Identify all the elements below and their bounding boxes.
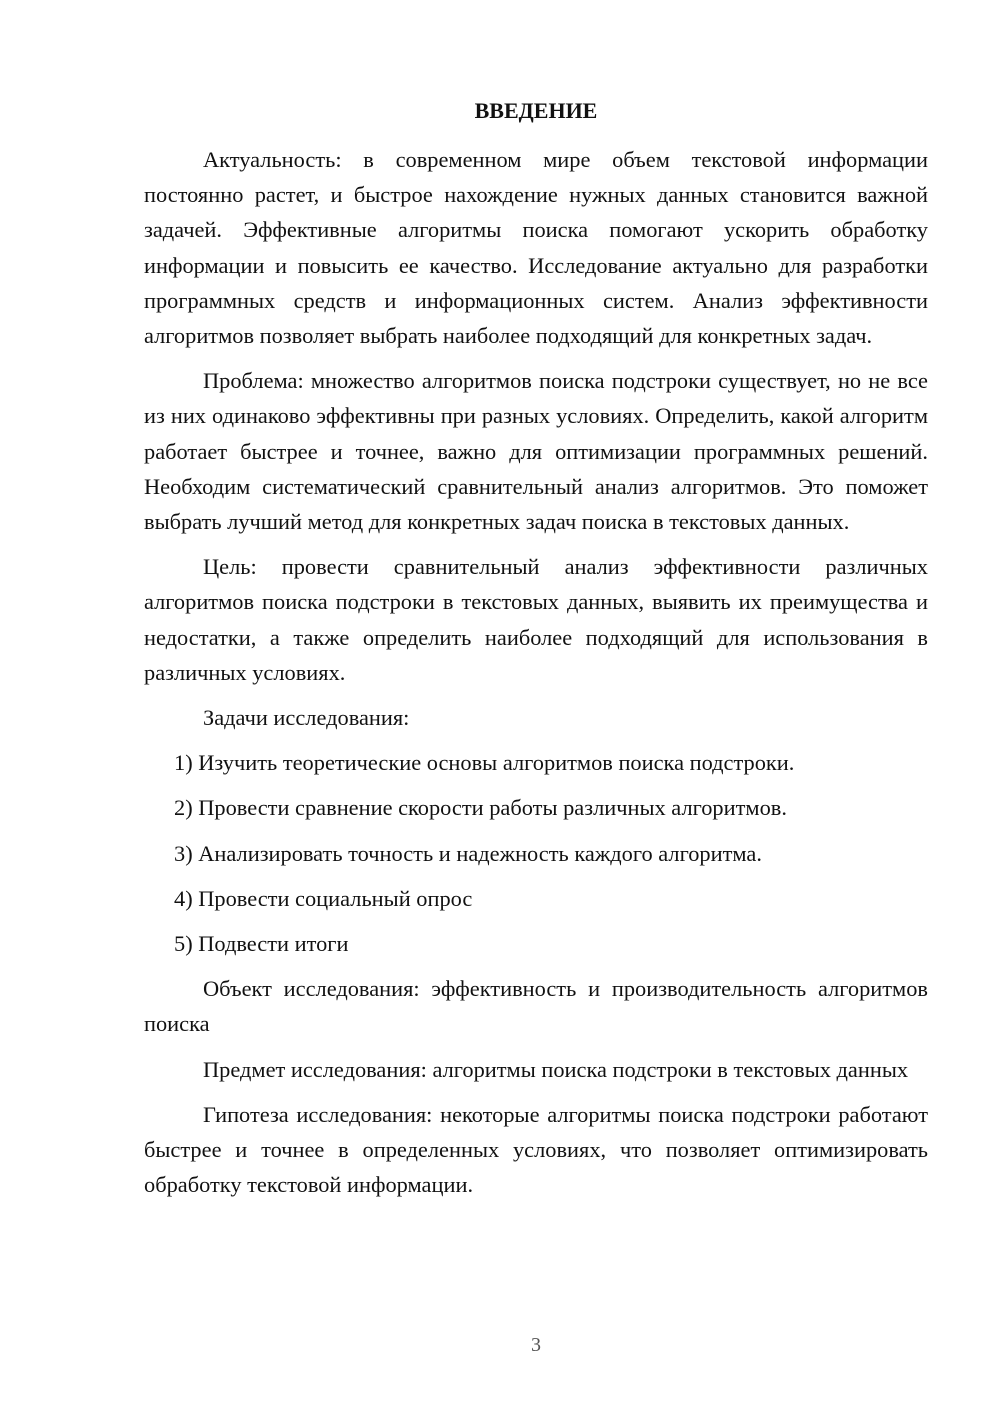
tasks-list: [144, 745, 928, 961]
page-title: ВВЕДЕНИЕ: [474, 98, 598, 123]
list-item: 1) Изучить теоретические основы алгоритмов поиска подстроки.: [174, 750, 795, 776]
page-number: 3: [531, 1334, 541, 1356]
list-item: 3) Анализировать точность и надежность каждого алгоритма.: [174, 840, 762, 866]
list-item: 4) Провести социальный опрос: [174, 885, 473, 911]
tasks-heading: Задачи исследования:: [203, 705, 410, 731]
paragraph-problem: Проблема: множество алгоритмов поиска подстроки существует, но не все из них одинаково эффективны при разных условиях. Определить, какой алгоритм работает быстрее и точнее, важно для оптимизации программных решений. Необходим систематический сравнительный анализ алгоритмов. Это поможет выбрать лучший метод для конкретных задач поиска в текстовых данных.: [144, 368, 928, 535]
paragraph-relevance: Актуальность: в современном мире объем текстовой информации постоянно растет, и быстрое нахождение нужных данных становится важной задачей. Эффективные алгоритмы поиска помогают ускорить обработку информации и повысить ее качество. Исследование актуально для разработки программных средств и информационных систем. Анализ эффективности алгоритмов позволяет выбрать наиболее подходящий для конкретных задач.: [144, 147, 928, 349]
list-item: 2) Провести сравнение скорости работы различных алгоритмов.: [174, 795, 787, 821]
paragraph-hypothesis: Гипотеза исследования: некоторые алгоритмы поиска подстроки работают быстрее и точнее в определенных условиях, что позволяет оптимизировать обработку текстовой информации.: [144, 1101, 928, 1198]
list-item: 5) Подвести итоги: [174, 931, 349, 957]
paragraph-object: Объект исследования: эффективность и производительность алгоритмов поиска: [144, 976, 928, 1037]
document-body: [144, 142, 928, 1212]
paragraph-subject: Предмет исследования: алгоритмы поиска подстроки в текстовых данных: [203, 1056, 909, 1082]
paragraph-goal: Цель: провести сравнительный анализ эффективности различных алгоритмов поиска подстроки в текстовых данных, выявить их преимущества и недостатки, а также определить наиболее подходящий для использования в различных условиях.: [144, 554, 928, 685]
